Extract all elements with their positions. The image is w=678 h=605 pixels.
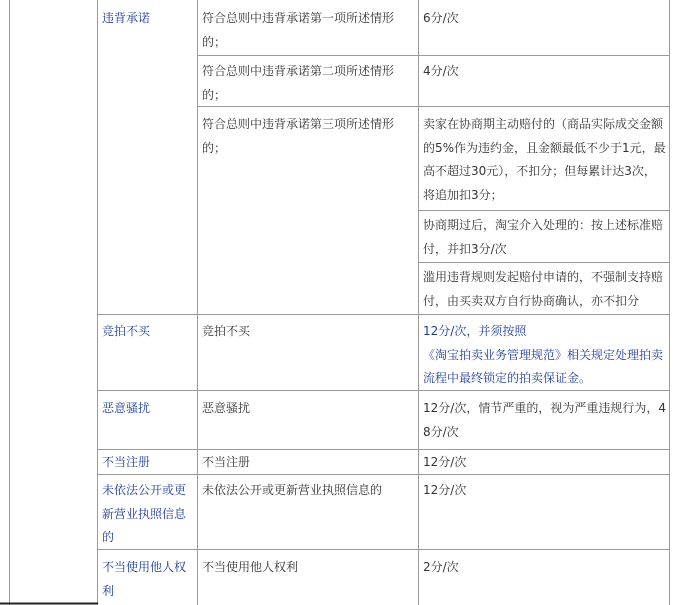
situation-text: 竞拍不买	[202, 324, 251, 338]
situation-text: 不当使用他人权利	[202, 560, 299, 574]
violation-breach-of-promise: 违背承诺	[102, 11, 151, 25]
penalty-suffix: 相关规定处理拍卖流程中最终锁定的拍卖保证金。	[423, 347, 664, 385]
penalty-text	[419, 320, 669, 391]
penalty-text: 12分/次，情节严重的，视为严重违规行为，48分/次	[423, 401, 666, 439]
penalty-text: 卖家在协商期主动赔付的（商品实际成交金额的5%作为违约金，且金额最低不少于1元，最高不超过30元），不扣分；但每累计达3次，将追加扣3分；	[423, 117, 666, 202]
penalty-text: 协商期过后，淘宝介入处理的：按上述标准赔付，并扣3分/次	[423, 218, 664, 256]
violation-improper-registration: 不当注册	[102, 455, 151, 469]
auction-rules-link[interactable]: 《淘宝拍卖业务管理规范》	[423, 347, 568, 362]
penalty-text: 12分/次	[423, 455, 467, 469]
violation-malicious-harassment: 恶意骚扰	[102, 401, 151, 415]
penalty-text: 12分/次	[423, 483, 467, 497]
penalty-text: 2分/次	[423, 560, 459, 574]
situation-text: 不当注册	[202, 455, 251, 469]
penalty-text: 6分/次	[423, 11, 459, 25]
violation-improper-use-of-rights: 不当使用他人权利	[102, 560, 187, 598]
penalty-text: 4分/次	[423, 64, 459, 78]
situation-text: 未依法公开或更新营业执照信息的	[202, 483, 383, 497]
penalty-prefix: 12分/次，并须按照	[423, 324, 527, 338]
penalty-text: 滥用违背规则发起赔付申请的，不强制支持赔付，由买卖双方自行协商确认，亦不扣分	[423, 270, 664, 308]
situation-text: 符合总则中违背承诺第二项所述情形的；	[202, 64, 395, 102]
violation-business-license-info: 未依法公开或更新营业执照信息的	[102, 483, 187, 544]
violation-auction-no-purchase: 竞拍不买	[102, 324, 151, 338]
situation-text: 恶意骚扰	[202, 401, 251, 415]
situation-text: 符合总则中违背承诺第一项所述情形的；	[202, 11, 395, 49]
situation-text: 符合总则中违背承诺第三项所述情形的；	[202, 117, 395, 155]
